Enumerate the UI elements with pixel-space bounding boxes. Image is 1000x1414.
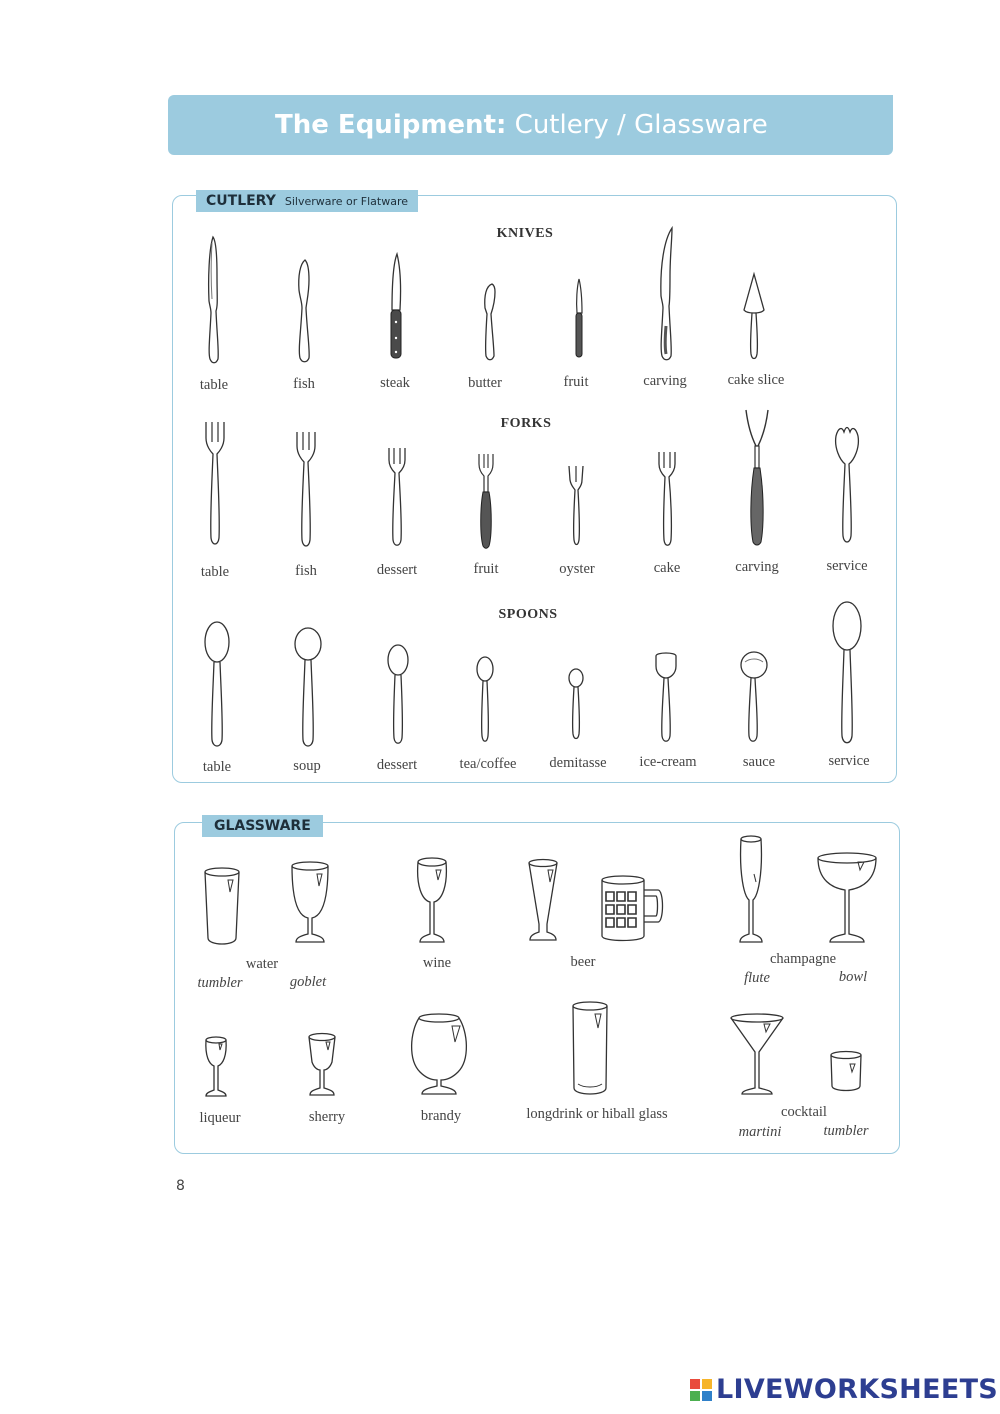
liqueur-glass-icon [202, 1036, 230, 1100]
knife-label-fish: fish [293, 376, 315, 392]
cocktail-tumbler-label: tumbler [823, 1123, 869, 1139]
forks-heading: FORKS [500, 416, 552, 431]
fish-knife-icon [294, 258, 314, 364]
spoons-heading: SPOONS [498, 607, 558, 622]
fruit-knife-icon [572, 277, 586, 359]
brandy-label: brandy [420, 1108, 462, 1124]
beer-mug-icon [598, 874, 668, 944]
knife-label-steak: steak [380, 375, 410, 391]
title-rest: Cutlery / Glassware [514, 110, 768, 140]
dessert-spoon-icon [385, 644, 411, 750]
fork-label-carving: carving [735, 559, 779, 575]
liveworksheets-logo [690, 1374, 998, 1405]
knife-label-table: table [199, 377, 229, 393]
title-bold: The Equipment: [275, 110, 507, 140]
glassware-tab-title: GLASSWARE [214, 818, 311, 834]
beer-label: beer [570, 954, 596, 970]
water-tumbler-icon [202, 866, 242, 948]
cutlery-panel [172, 195, 897, 783]
wine-label: wine [422, 955, 452, 971]
fish-fork-icon [294, 430, 318, 552]
logo-square-red [690, 1379, 700, 1389]
champagne-bowl-icon [814, 852, 880, 946]
martini-label: martini [738, 1124, 782, 1140]
longdrink-glass-icon [568, 1000, 612, 1098]
logo-mark-icon [690, 1379, 712, 1401]
dessert-fork-icon [386, 446, 408, 550]
champagne-flute-icon [736, 834, 766, 946]
liqueur-label: liqueur [199, 1110, 241, 1126]
water-label: water [245, 956, 279, 972]
soup-spoon-icon [292, 626, 324, 752]
service-fork-icon [832, 422, 862, 548]
ice-cream-spoon-icon [652, 650, 680, 748]
beer-glass-icon [526, 858, 560, 946]
page-title [275, 110, 768, 140]
longdrink-label: longdrink or hiball glass [526, 1106, 668, 1122]
logo-wordmark: LIVEWORKSHEETS [716, 1374, 999, 1405]
knife-label-fruit: fruit [563, 374, 589, 390]
table-knife-icon [204, 235, 224, 365]
fruit-fork-icon [476, 452, 496, 550]
fork-label-table: table [200, 564, 230, 580]
demitasse-spoon-icon [566, 668, 586, 746]
fork-label-fish: fish [295, 563, 317, 579]
cutlery-tab-subtitle: Silverware or Flatware [284, 194, 408, 208]
sherry-glass-icon [304, 1032, 340, 1100]
brandy-glass-icon [408, 1012, 470, 1098]
spoon-label-demitasse: demitasse [549, 755, 607, 771]
cutlery-tab [196, 190, 418, 212]
spoon-label-table: table [202, 759, 232, 775]
knife-label-carving: carving [643, 373, 687, 389]
table-spoon-icon [202, 620, 232, 752]
spoon-label-sauce: sauce [742, 754, 776, 770]
goblet-label: goblet [289, 974, 327, 990]
oyster-fork-icon [566, 464, 586, 550]
spoon-label-service: service [828, 753, 870, 769]
sauce-spoon-icon [738, 650, 770, 748]
cake-fork-icon [656, 450, 678, 550]
spoon-label-soup: soup [293, 758, 321, 774]
butter-knife-icon [478, 282, 500, 362]
knives-heading: KNIVES [496, 226, 554, 241]
water-goblet-icon [288, 860, 332, 948]
tea-coffee-spoon-icon [474, 656, 496, 748]
spoon-label-dessert: dessert [376, 757, 418, 773]
sherry-label: sherry [308, 1109, 346, 1125]
logo-square-yellow [702, 1379, 712, 1389]
fork-label-cake: cake [653, 560, 681, 576]
cutlery-tab-title: CUTLERY [206, 193, 276, 209]
carving-knife-icon [654, 226, 678, 362]
martini-glass-icon [728, 1012, 786, 1098]
knife-label-butter: butter [468, 375, 502, 391]
spoon-label-tea-coffee: tea/coffee [459, 756, 517, 772]
glassware-tab [202, 815, 323, 837]
fork-label-oyster: oyster [559, 561, 595, 577]
tumbler-label: tumbler [197, 975, 243, 991]
logo-square-green [690, 1391, 700, 1401]
spoon-label-ice-cream: ice-cream [639, 754, 697, 770]
flute-label: flute [744, 970, 770, 986]
steak-knife-icon [385, 252, 407, 362]
cake-slice-icon [741, 272, 767, 362]
page-number: 8 [176, 1178, 185, 1194]
champagne-label: champagne [769, 951, 837, 967]
cocktail-tumbler-icon [828, 1050, 864, 1094]
knife-label-cake-slice: cake slice [727, 372, 785, 388]
logo-square-blue [702, 1391, 712, 1401]
fork-label-service: service [826, 558, 868, 574]
fork-label-fruit: fruit [473, 561, 499, 577]
wine-glass-icon [414, 856, 450, 946]
fork-label-dessert: dessert [376, 562, 418, 578]
carving-fork-icon [742, 408, 772, 548]
service-spoon-icon [830, 600, 864, 750]
bowl-label: bowl [838, 969, 868, 985]
table-fork-icon [202, 420, 228, 550]
cocktail-label: cocktail [781, 1104, 827, 1120]
